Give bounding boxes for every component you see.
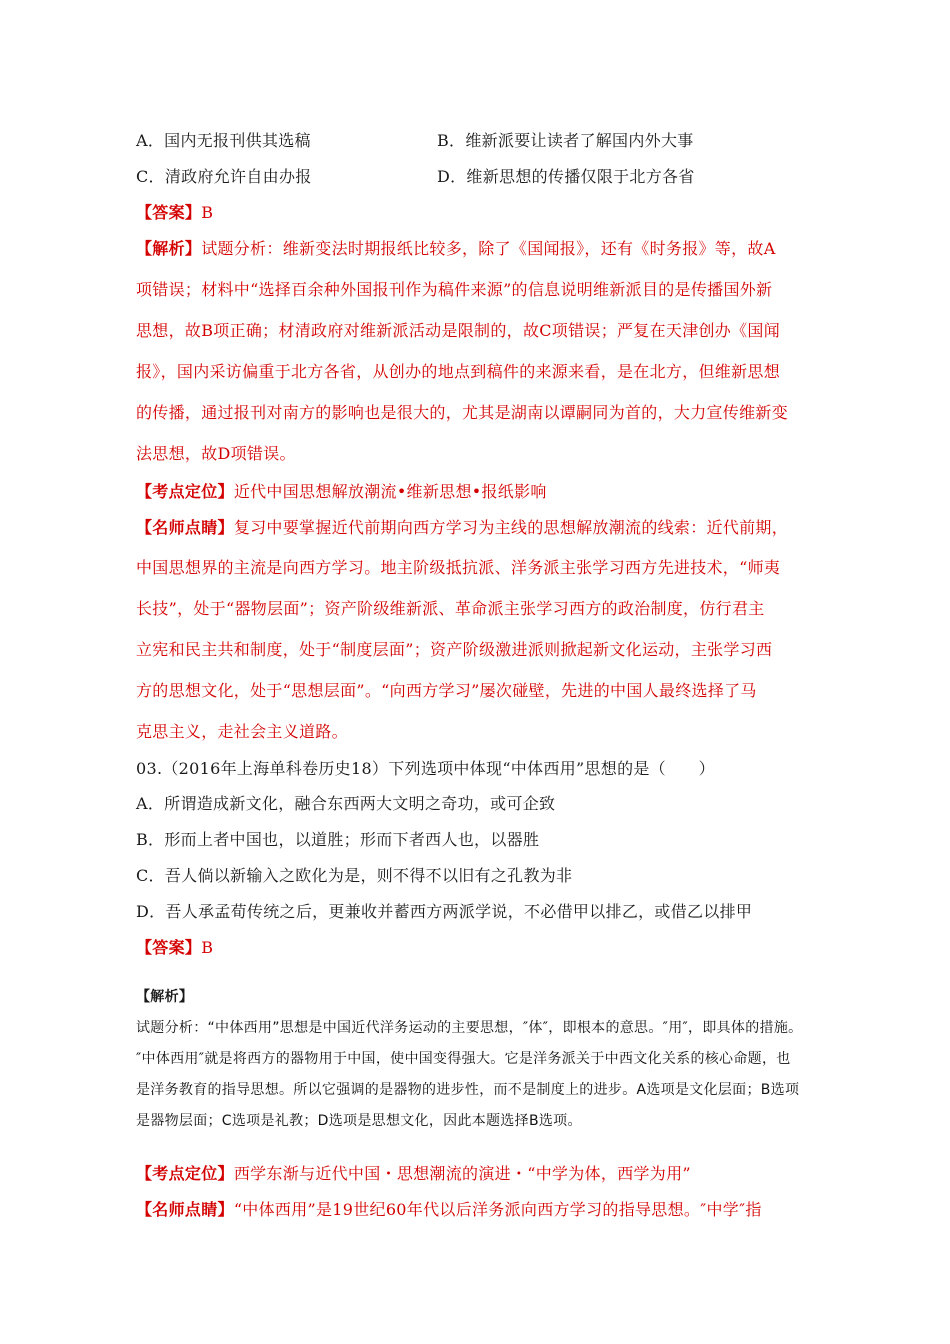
q03-analysis-line-1: 试题分析：“中体西用”思想是中国近代洋务运动的主要思想，″体″，即根本的意思。″用″，即具体的措施。 — [136, 1020, 803, 1036]
kaodian-tag: 【考点定位】 — [136, 482, 234, 501]
answer-tag: 【答案】 — [136, 938, 202, 957]
kaodian-text: 西学东渐与近代中国・思想潮流的演进・“中学为体，西学为用” — [233, 1164, 691, 1183]
answer-tag: 【答案】 — [136, 203, 202, 222]
q02-mingshi-line-4: 立宪和民主共和制度，处于“制度层面”；资产阶级激进派则掀起新文化运动，主张学习西 — [136, 640, 773, 659]
q02-mingshi-line-5: 方的思想文化，处于“思想层面”。“向西方学习”屡次碰壁，先进的中国人最终选择了马 — [136, 681, 757, 700]
q02-analysis-line-1 — [136, 236, 776, 259]
q02-mingshi-line-1 — [136, 515, 788, 538]
q03-analysis-line-4: 是器物层面；C选项是礼教；D选项是思想文化，因此本题选择B选项。 — [136, 1113, 582, 1129]
answer-value: B — [201, 938, 214, 957]
kaodian-text: 近代中国思想解放潮流•维新思想•报纸影响 — [233, 482, 547, 501]
mingshi-text: 复习中要掌握近代前期向西方学习为主线的思想解放潮流的线索：近代前期， — [233, 518, 789, 537]
q03-option-c: C．吾人倘以新输入之欧化为是，则不得不以旧有之孔教为非 — [136, 866, 573, 885]
analysis-text: 试题分析：维新变法时期报纸比较多，除了《国闻报》，还有《时务报》等，故A — [201, 239, 776, 258]
q03-analysis-line-3: 是洋务教育的指导思想。所以它强调的是器物的进步性，而不是制度上的进步。A选项是文化层面；B选项 — [136, 1082, 800, 1098]
q02-option-d: D．维新思想的传播仅限于北方各省 — [437, 167, 695, 186]
analysis-tag: 【解析】 — [136, 239, 202, 258]
q02-analysis-line-4: 报》，国内采访偏重于北方各省，从创办的地点到稿件的来源来看，是在北方，但维新思想 — [136, 362, 781, 381]
q03-analysis-line-2: ″中体西用″就是将西方的器物用于中国，使中国变得强大。它是洋务派关于中西文化关系的核心命题，也 — [136, 1051, 791, 1067]
q02-analysis-line-3: 思想，故B项正确；材清政府对维新派活动是限制的，故C项错误；严复在天津创办《国闻 — [136, 321, 781, 340]
q03-option-a: A．所谓造成新文化，融合东西两大文明之奇功，或可企致 — [136, 794, 556, 813]
q02-mingshi-line-6: 克思主义，走社会主义道路。 — [136, 722, 348, 741]
kaodian-tag: 【考点定位】 — [136, 1164, 234, 1183]
q03-kaodian — [136, 1161, 691, 1184]
q02-analysis-line-5: 的传播，通过报刊对南方的影响也是很大的，尤其是湖南以谭嗣同为首的，大力宣传维新变 — [136, 403, 789, 422]
q02-option-c: C．清政府允许自由办报 — [136, 167, 312, 186]
q03-answer — [136, 935, 213, 958]
q03-option-d: D．吾人承孟荀传统之后，更兼收并蓄西方两派学说，不必借甲以排乙，或借乙以排甲 — [136, 902, 753, 921]
q02-mingshi-line-2: 中国思想界的主流是向西方学习。地主阶级抵抗派、洋务派主张学习西方先进技术，“师夷 — [136, 558, 781, 577]
mingshi-text: “中体西用”是19世纪60年代以后洋务派向西方学习的指导思想。″中学″指 — [233, 1200, 762, 1219]
answer-value: B — [201, 203, 214, 222]
q02-option-b: B．维新派要让读者了解国内外大事 — [437, 131, 694, 150]
q02-mingshi-line-3: 长技”，处于“器物层面”；资产阶级维新派、革命派主张学习西方的政治制度，仿行君主 — [136, 599, 765, 618]
q03-option-b: B．形而上者中国也，以道胜；形而下者西人也，以器胜 — [136, 830, 540, 849]
q02-analysis-line-6: 法思想，故D项错误。 — [136, 444, 296, 463]
q03-analysis-tag: 【解析】 — [136, 989, 194, 1005]
mingshi-tag: 【名师点睛】 — [136, 518, 234, 537]
q02-analysis-line-2: 项错误；材料中“选择百余种外国报刊作为稿件来源”的信息说明维新派目的是传播国外新 — [136, 280, 773, 299]
q03-mingshi — [136, 1197, 762, 1220]
q03-stem: 03.（2016年上海单科卷历史18）下列选项中体现“中体西用”思想的是（ ） — [136, 759, 715, 778]
mingshi-tag: 【名师点睛】 — [136, 1200, 234, 1219]
q02-kaodian — [136, 479, 547, 502]
q02-option-a: A．国内无报刊供其选稿 — [136, 131, 311, 150]
q02-answer — [136, 200, 213, 223]
